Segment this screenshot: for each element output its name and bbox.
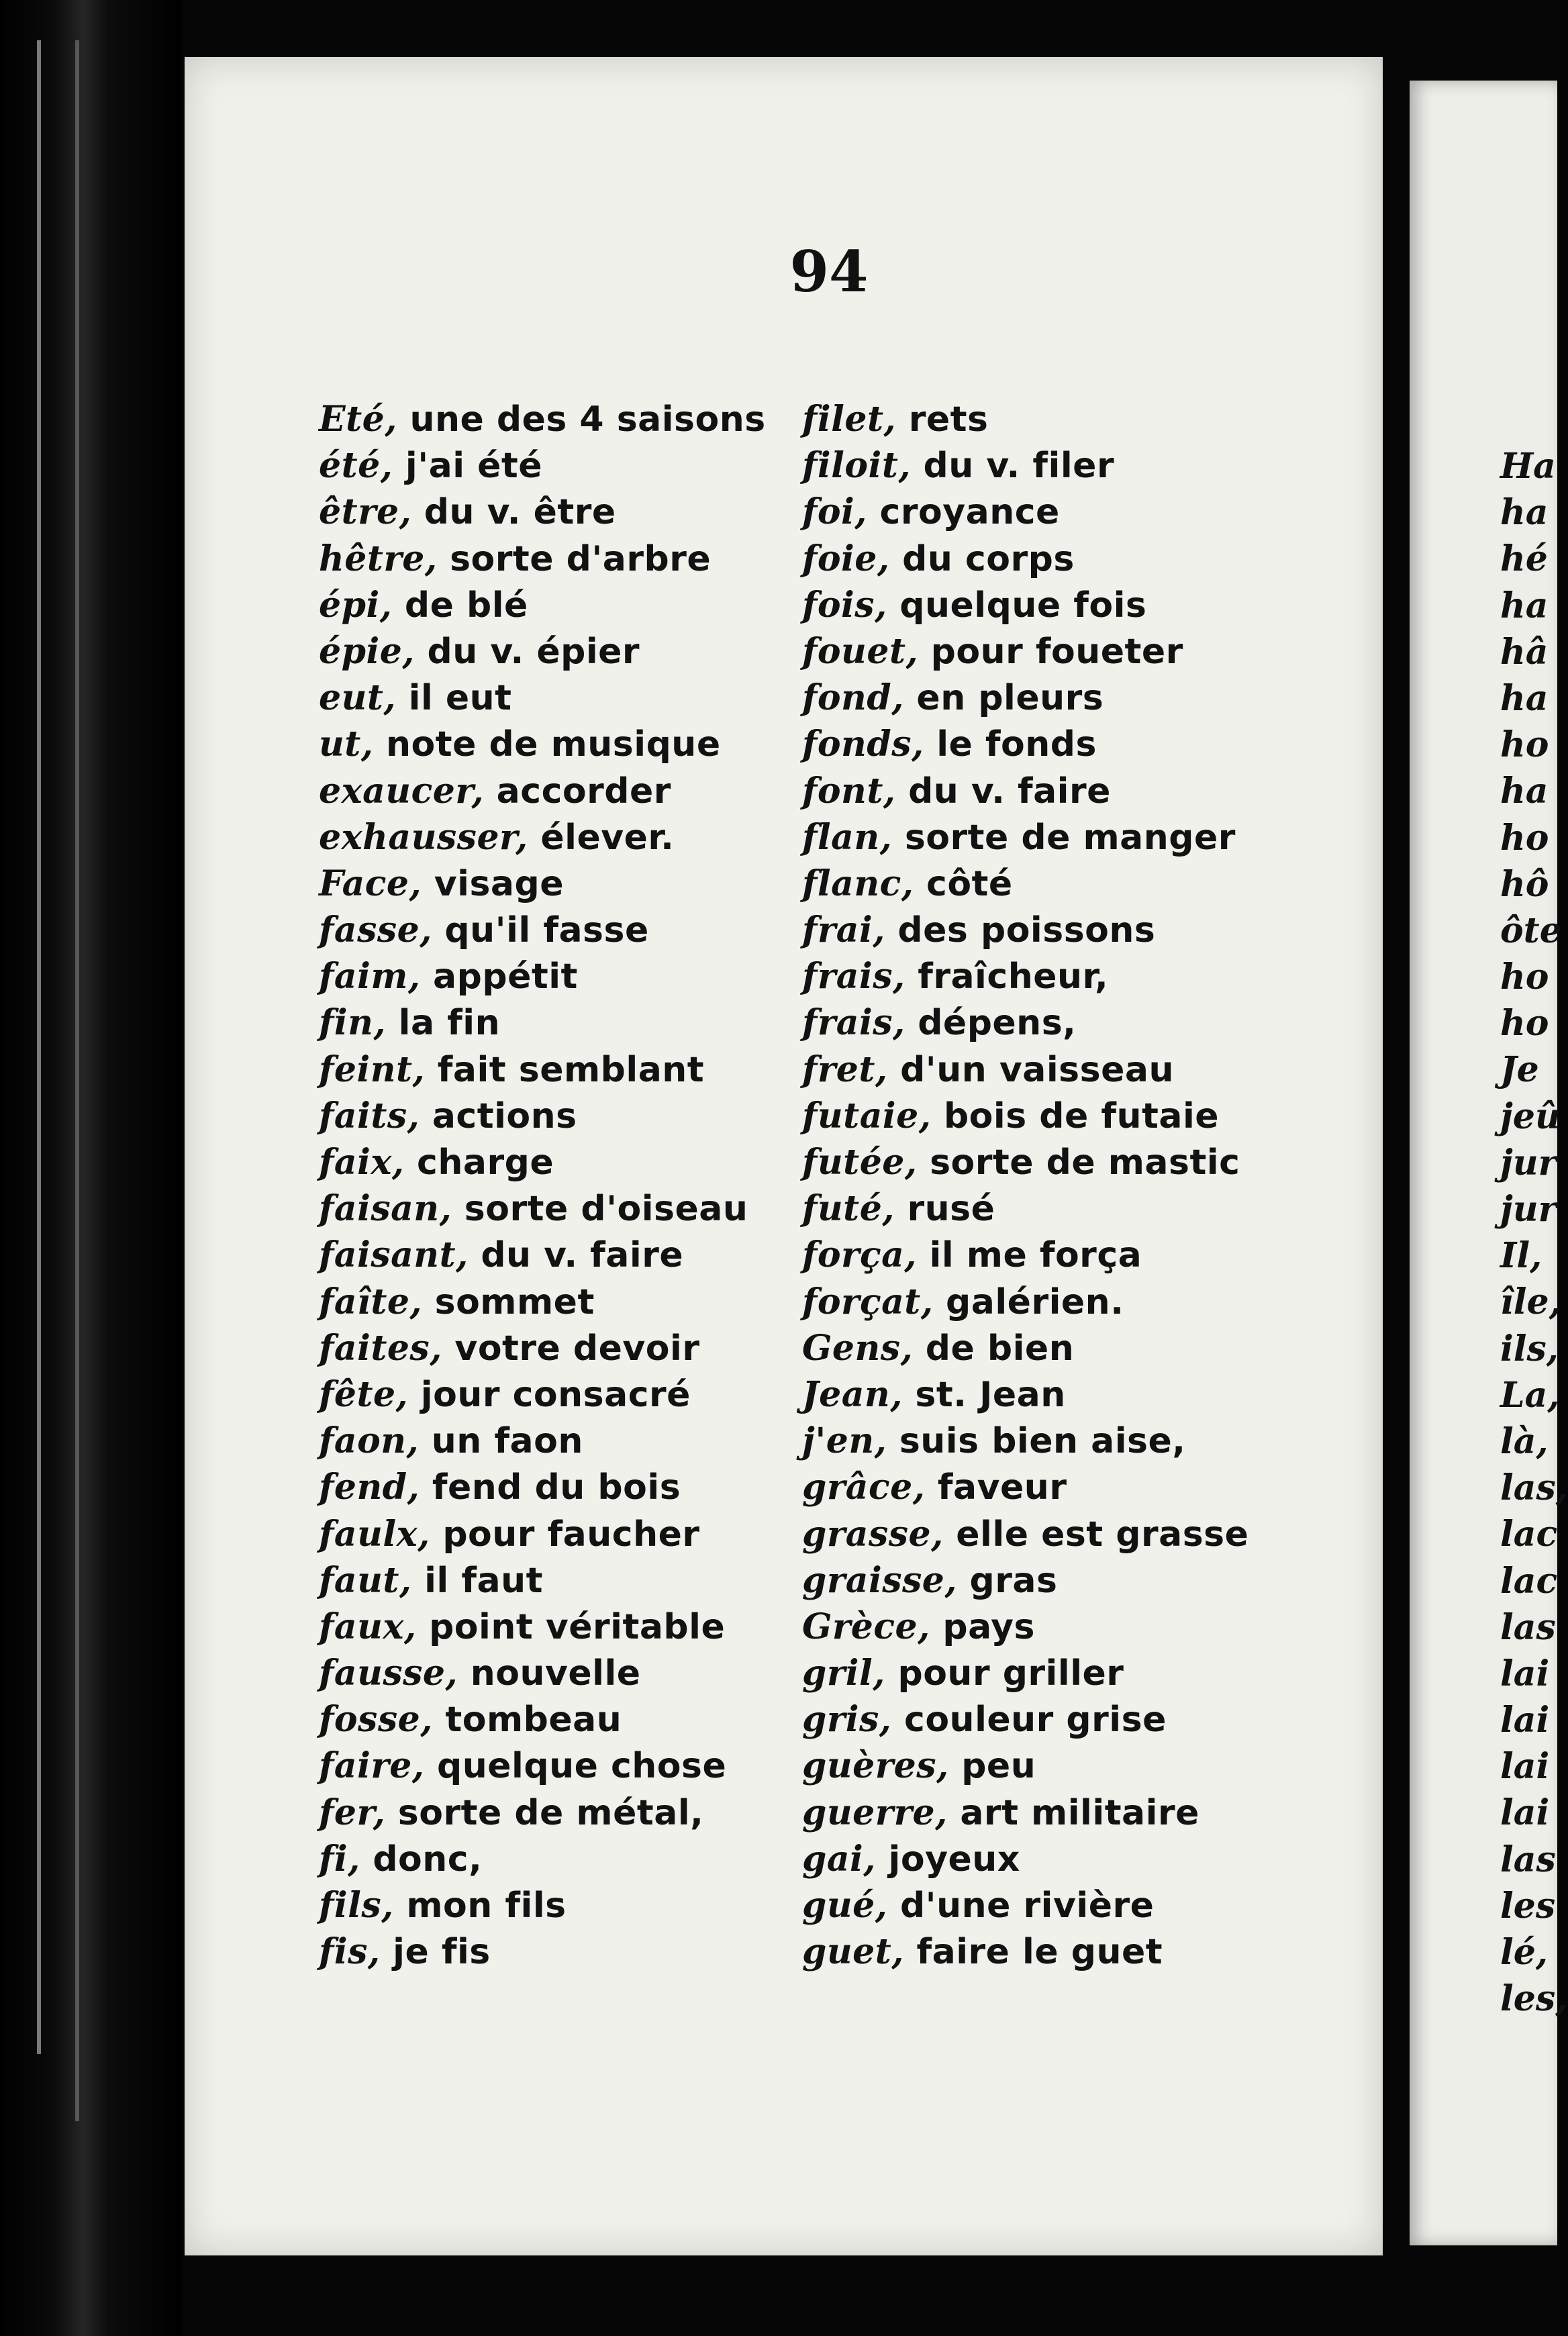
headword: faux, [319, 1606, 417, 1647]
definition: quelque fois [887, 585, 1147, 626]
definition: fend du bois [420, 1467, 681, 1508]
headword: Jean, [802, 1373, 903, 1415]
headword: faim, [319, 956, 421, 997]
headword: exhausser, [319, 816, 528, 858]
headword: faut, [319, 1559, 412, 1601]
headword: guerre, [802, 1792, 948, 1833]
definition: point véritable [416, 1606, 726, 1647]
facing-page-fragment: ho [1500, 1003, 1549, 1044]
definition: fait semblant [425, 1049, 705, 1090]
headword: feint, [319, 1049, 426, 1090]
headword: faisan, [319, 1188, 452, 1230]
facing-page-fragment: lai [1500, 1792, 1550, 1834]
definition: nouvelle [458, 1653, 641, 1694]
headword: fosse, [319, 1699, 433, 1741]
headword: exaucer, [319, 770, 485, 812]
headword: fret, [802, 1049, 888, 1090]
dictionary-entry [802, 1279, 1433, 1325]
headword: fend, [319, 1467, 420, 1508]
facing-page-fragment: ho [1500, 817, 1549, 859]
definition: appétit [420, 957, 578, 997]
headword: été, [319, 445, 393, 487]
definition: jour consacré [408, 1374, 691, 1415]
page-number: 94 [789, 238, 869, 305]
headword: gai, [802, 1838, 876, 1880]
headword: fis, [319, 1931, 381, 1973]
dictionary-entry [802, 1882, 1433, 1929]
headword: forçat, [802, 1281, 934, 1322]
dictionary-entry [802, 1232, 1433, 1278]
dictionary-entry [802, 1185, 1433, 1232]
definition: quelque chose [424, 1746, 727, 1787]
dictionary-entry [802, 1325, 1433, 1371]
facing-page-fragment: hâ [1500, 631, 1549, 673]
definition: je fis [380, 1932, 491, 1973]
headword: filet, [802, 399, 897, 440]
dictionary-entry [802, 814, 1433, 861]
headword: Eté, [319, 399, 397, 440]
facing-page-fragment: hô [1500, 863, 1549, 905]
definition: le fonds [924, 724, 1097, 765]
facing-page-fragment: île, [1500, 1281, 1561, 1323]
facing-page-fragment: ha [1500, 771, 1549, 812]
dictionary-entry [802, 907, 1433, 953]
definition: tombeau [432, 1700, 622, 1741]
facing-page-fragment: Il, [1500, 1235, 1542, 1277]
definition: peu [948, 1746, 1036, 1787]
headword: filoit, [802, 445, 911, 487]
definition: croyance [867, 492, 1060, 533]
facing-page-fragment: les [1500, 1885, 1556, 1927]
dictionary-entry [802, 1696, 1433, 1743]
headword: guet, [802, 1931, 904, 1973]
definition: élever. [528, 817, 675, 858]
headword: j'en, [802, 1420, 887, 1462]
headword: hêtre, [319, 538, 438, 579]
facing-page-fragment: ho [1500, 957, 1549, 998]
headword: fonds, [802, 724, 924, 765]
facing-page-fragment: lai [1500, 1653, 1550, 1694]
definition: en pleurs [903, 678, 1104, 719]
book-spine [0, 0, 181, 2336]
dictionary-entry [802, 1604, 1433, 1650]
definition: pour foueter [918, 631, 1183, 672]
dictionary-entry [802, 1929, 1433, 1975]
headword: fin, [319, 1002, 387, 1044]
dictionary-entry [802, 768, 1433, 814]
definition: bois de futaie [931, 1096, 1220, 1136]
dictionary-entry [802, 1418, 1433, 1464]
headword: Face, [319, 863, 422, 904]
definition: faire le guet [903, 1932, 1163, 1973]
definition: galérien. [933, 1281, 1124, 1322]
facing-page-fragment: Je [1500, 1049, 1539, 1091]
headword: épie, [319, 630, 415, 672]
facing-page-fragment: lac [1500, 1560, 1558, 1602]
dictionary-entry [802, 675, 1433, 721]
definition: du v. filer [910, 446, 1115, 487]
facing-page-fragment: hé [1500, 538, 1548, 580]
headword: frai, [802, 910, 885, 951]
facing-page-fragment: ho [1500, 724, 1549, 766]
definition: sommet [422, 1281, 595, 1322]
headword: fasse, [319, 910, 432, 951]
definition: d'un vaisseau [887, 1049, 1174, 1090]
facing-page-fragment: lé, [1500, 1932, 1548, 1973]
definition: note de musique [373, 724, 721, 765]
definition: une des 4 saisons [397, 399, 766, 440]
definition: elle est grasse [943, 1514, 1249, 1555]
dictionary-entry [802, 582, 1433, 628]
dictionary-entry [802, 1790, 1433, 1836]
definition: sorte d'oiseau [452, 1189, 748, 1230]
definition: art militaire [947, 1792, 1199, 1833]
facing-page-fragment: là, [1500, 1420, 1549, 1462]
definition: accorder [484, 771, 671, 812]
dictionary-entry [802, 1836, 1433, 1882]
definition: mon fils [393, 1886, 567, 1926]
definition: pour griller [885, 1653, 1124, 1694]
headword: Grèce, [802, 1606, 930, 1647]
headword: graisse, [802, 1559, 957, 1601]
headword: eut, [319, 677, 397, 719]
dictionary-entry [802, 1464, 1433, 1510]
definition: sorte de manger [892, 817, 1236, 858]
dictionary-entry [802, 1000, 1433, 1046]
dictionary-entry [802, 1093, 1433, 1139]
headword: fond, [802, 677, 904, 719]
headword: Gens, [802, 1327, 914, 1369]
facing-page-fragment: Ha [1500, 446, 1556, 487]
facing-page-fragment: lac [1500, 1514, 1558, 1555]
definition: donc, [360, 1839, 483, 1880]
definition: dépens, [905, 1003, 1077, 1044]
headword: gué, [802, 1885, 888, 1926]
dictionary-entry [802, 1557, 1433, 1604]
definition: de bien [913, 1328, 1075, 1369]
headword: gril, [802, 1653, 885, 1694]
definition: un faon [419, 1421, 583, 1462]
headword: être, [319, 491, 412, 533]
facing-page-fragment: las, [1500, 1467, 1568, 1509]
headword: faits, [319, 1095, 420, 1136]
dictionary-entry [802, 1047, 1433, 1093]
definition: d'une rivière [887, 1886, 1155, 1926]
facing-page-fragment: La, [1500, 1374, 1560, 1416]
definition: rusé [894, 1189, 995, 1230]
headword: frais, [802, 956, 905, 997]
headword: font, [802, 770, 896, 812]
facing-page-fragment: les, [1500, 1978, 1568, 2020]
dictionary-entry [802, 536, 1433, 582]
headword: foi, [802, 491, 867, 533]
definition: fraîcheur, [905, 957, 1109, 997]
headword: flan, [802, 816, 893, 858]
headword: faix, [319, 1142, 405, 1183]
dictionary-entry [802, 442, 1433, 489]
definition: actions [420, 1096, 577, 1136]
dictionary-entry [802, 721, 1433, 767]
dictionary-entry [802, 628, 1433, 675]
spine-edge-line [75, 40, 79, 2121]
facing-page-fragment: las [1500, 1839, 1556, 1880]
facing-page-edge [1410, 81, 1568, 2245]
definition: du v. épier [414, 631, 640, 672]
definition: gras [957, 1560, 1058, 1601]
headword: grasse, [802, 1513, 944, 1555]
headword: faites, [319, 1327, 442, 1369]
headword: flanc, [802, 863, 914, 904]
definition: il eut [396, 678, 512, 719]
definition: sorte de mastic [917, 1142, 1240, 1183]
definition: st. Jean [902, 1374, 1066, 1415]
headword: faulx, [319, 1513, 430, 1555]
headword: guères, [802, 1745, 949, 1787]
dictionary-entry [802, 861, 1433, 907]
headword: futaie, [802, 1095, 932, 1136]
definition: du v. être [411, 492, 616, 533]
headword: fête, [319, 1373, 409, 1415]
dictionary-entry [802, 1139, 1433, 1185]
facing-page-fragment: lai [1500, 1700, 1550, 1741]
definition: j'ai été [393, 446, 543, 487]
definition: couleur grise [891, 1700, 1167, 1741]
headword: força, [802, 1234, 917, 1276]
headword: grâce, [802, 1467, 926, 1508]
definition: visage [422, 863, 564, 904]
definition: du corps [889, 538, 1075, 579]
facing-page-fragment: ha [1500, 585, 1549, 626]
definition: du v. faire [895, 771, 1111, 812]
headword: ut, [319, 724, 374, 765]
scanned-page [185, 57, 1383, 2255]
definition: joyeux [875, 1839, 1020, 1880]
facing-page-fragments [1500, 443, 1568, 2022]
dictionary-entry [802, 1511, 1433, 1557]
headword: fois, [802, 584, 887, 626]
headword: gris, [802, 1699, 892, 1741]
headword: frais, [802, 1002, 905, 1044]
headword: fouet, [802, 630, 919, 672]
definition: de blé [392, 585, 528, 626]
definition: suis bien aise, [887, 1421, 1186, 1462]
spine-edge-line [37, 40, 41, 2054]
facing-page-fragment: jur [1500, 1142, 1557, 1183]
definition: la fin [386, 1003, 501, 1044]
right-word-column [802, 396, 1433, 1975]
definition: faveur [925, 1467, 1067, 1508]
facing-page-fragment: ils, [1500, 1328, 1559, 1369]
headword: futée, [802, 1142, 918, 1183]
definition: charge [404, 1142, 554, 1183]
headword: faon, [319, 1420, 420, 1462]
headword: fausse, [319, 1653, 458, 1694]
dictionary-entry [802, 396, 1433, 442]
definition: pour faucher [430, 1514, 700, 1555]
definition: il faut [411, 1560, 543, 1601]
facing-page-fragment: lai [1500, 1746, 1550, 1788]
facing-page-fragment: las [1500, 1606, 1556, 1648]
headword: fi, [319, 1838, 360, 1880]
facing-page-fragment: jur [1500, 1189, 1557, 1230]
definition: votre devoir [442, 1328, 700, 1369]
headword: foie, [802, 538, 890, 579]
facing-page-fragment: ha [1500, 677, 1549, 719]
headword: fils, [319, 1885, 394, 1926]
definition: pays [930, 1606, 1035, 1647]
definition: sorte d'arbre [437, 538, 712, 579]
definition: du v. faire [468, 1235, 684, 1276]
definition: qu'il fasse [432, 910, 649, 951]
dictionary-entry [802, 1371, 1433, 1418]
facing-page-fragment: jeû [1500, 1096, 1561, 1137]
definition: rets [896, 399, 989, 440]
definition: sorte de métal, [385, 1792, 704, 1833]
dictionary-entry [802, 1743, 1433, 1789]
headword: futé, [802, 1188, 895, 1230]
headword: épi, [319, 584, 393, 626]
definition: côté [914, 863, 1013, 904]
definition: des poissons [885, 910, 1156, 951]
facing-page-fragment: ôte [1500, 910, 1562, 951]
dictionary-entry [802, 1650, 1433, 1696]
headword: faisant, [319, 1234, 469, 1276]
dictionary-entry [802, 489, 1433, 535]
dictionary-entry [802, 953, 1433, 1000]
headword: fer, [319, 1792, 386, 1833]
headword: faîte, [319, 1281, 423, 1322]
definition: il me força [916, 1235, 1142, 1276]
headword: faire, [319, 1745, 425, 1787]
facing-page-fragment: ha [1500, 492, 1549, 534]
